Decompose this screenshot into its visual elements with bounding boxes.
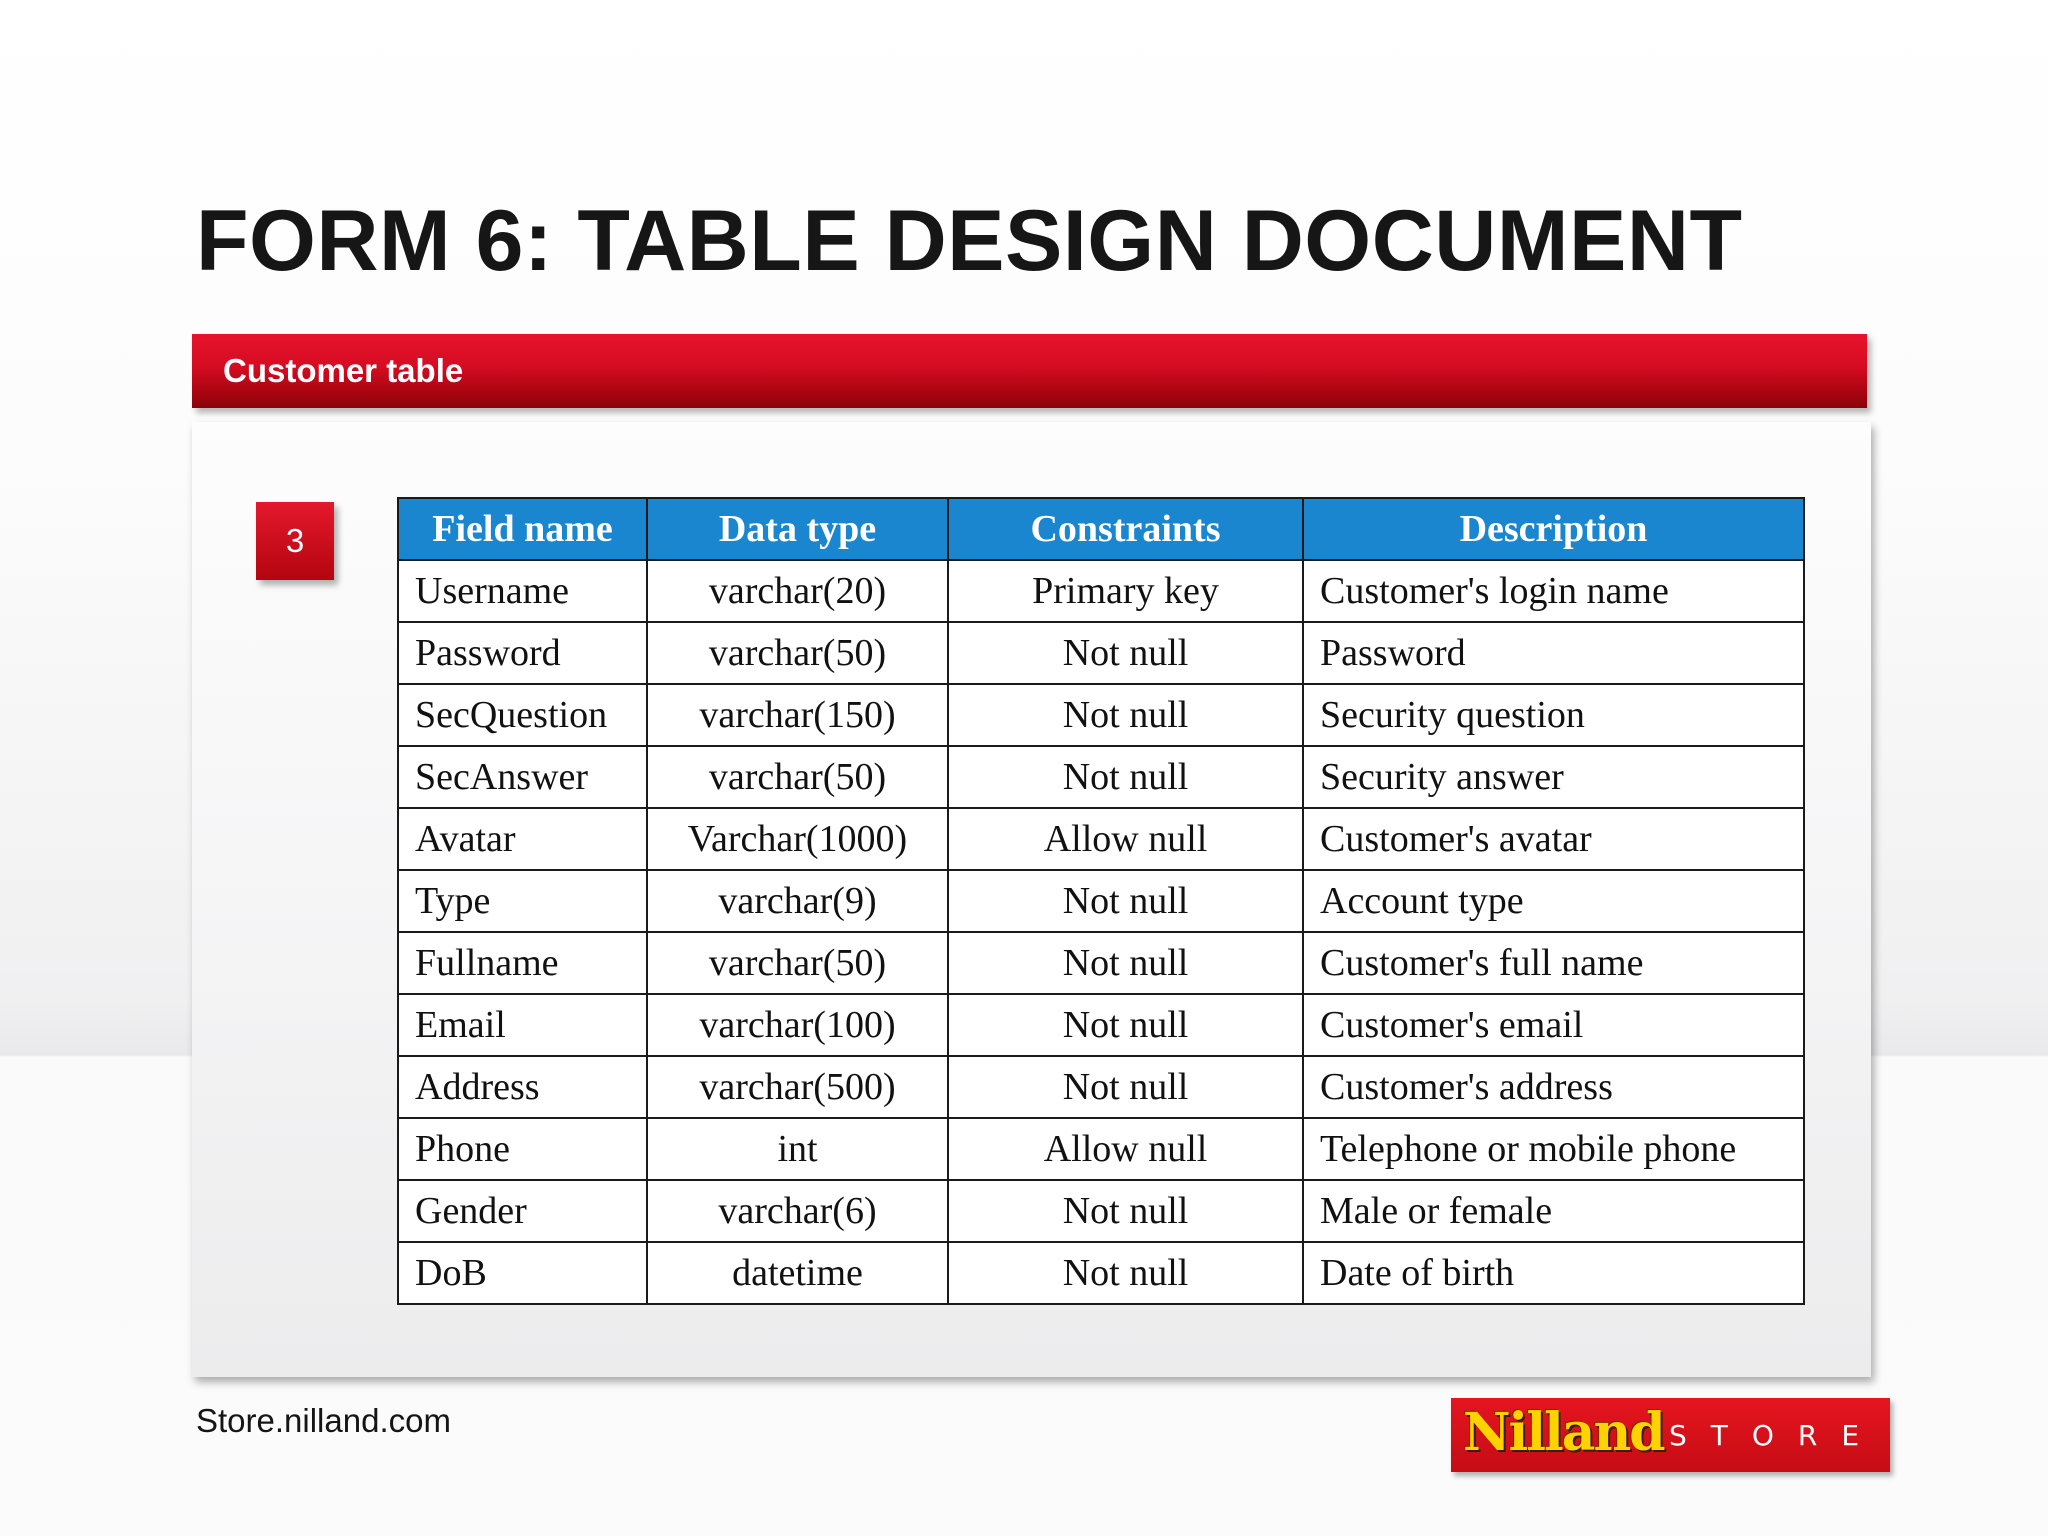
field-name-cell: Phone bbox=[398, 1118, 647, 1180]
field-name-cell: Gender bbox=[398, 1180, 647, 1242]
table-row bbox=[398, 808, 1804, 870]
table-design bbox=[397, 497, 1805, 1305]
description-cell: Customer's email bbox=[1303, 994, 1804, 1056]
description-cell: Account type bbox=[1303, 870, 1804, 932]
description-cell: Security question bbox=[1303, 684, 1804, 746]
description-cell: Telephone or mobile phone bbox=[1303, 1118, 1804, 1180]
data-type-cell: int bbox=[647, 1118, 948, 1180]
data-type-cell: varchar(50) bbox=[647, 622, 948, 684]
table-row bbox=[398, 994, 1804, 1056]
logo-subtitle: STORE bbox=[1669, 1419, 1884, 1452]
column-header-constraints: Constraints bbox=[948, 498, 1303, 560]
section-header-bar bbox=[192, 334, 1867, 408]
table-row bbox=[398, 1180, 1804, 1242]
field-name-cell: Email bbox=[398, 994, 647, 1056]
constraints-cell: Not null bbox=[948, 622, 1303, 684]
table-row bbox=[398, 560, 1804, 622]
table-row bbox=[398, 870, 1804, 932]
data-type-cell: varchar(50) bbox=[647, 746, 948, 808]
constraints-cell: Primary key bbox=[948, 560, 1303, 622]
footer-url: Store.nilland.com bbox=[196, 1402, 451, 1439]
data-type-cell: varchar(50) bbox=[647, 932, 948, 994]
constraints-cell: Not null bbox=[948, 1180, 1303, 1242]
field-name-cell: Avatar bbox=[398, 808, 647, 870]
slide-title: FORM 6: TABLE DESIGN DOCUMENT bbox=[196, 193, 1743, 289]
constraints-cell: Not null bbox=[948, 684, 1303, 746]
data-type-cell: varchar(100) bbox=[647, 994, 948, 1056]
logo-wordmark: Nilland bbox=[1463, 1402, 1664, 1463]
constraints-cell: Not null bbox=[948, 994, 1303, 1056]
constraints-cell: Not null bbox=[948, 746, 1303, 808]
constraints-cell: Not null bbox=[948, 870, 1303, 932]
description-cell: Security answer bbox=[1303, 746, 1804, 808]
description-cell: Date of birth bbox=[1303, 1242, 1804, 1304]
column-header-data-type: Data type bbox=[647, 498, 948, 560]
description-cell: Customer's full name bbox=[1303, 932, 1804, 994]
column-header-field-name: Field name bbox=[398, 498, 647, 560]
constraints-cell: Not null bbox=[948, 932, 1303, 994]
data-type-cell: varchar(20) bbox=[647, 560, 948, 622]
field-name-cell: Password bbox=[398, 622, 647, 684]
constraints-cell: Allow null bbox=[948, 1118, 1303, 1180]
table-row bbox=[398, 622, 1804, 684]
field-name-cell: Address bbox=[398, 1056, 647, 1118]
description-cell: Male or female bbox=[1303, 1180, 1804, 1242]
field-name-cell: Username bbox=[398, 560, 647, 622]
page-number-badge: 3 bbox=[256, 502, 334, 580]
data-type-cell: varchar(6) bbox=[647, 1180, 948, 1242]
table-header-row bbox=[398, 498, 1804, 560]
data-type-cell: datetime bbox=[647, 1242, 948, 1304]
field-name-cell: SecQuestion bbox=[398, 684, 647, 746]
constraints-cell: Allow null bbox=[948, 808, 1303, 870]
table-row bbox=[398, 684, 1804, 746]
description-cell: Customer's address bbox=[1303, 1056, 1804, 1118]
field-name-cell: Fullname bbox=[398, 932, 647, 994]
table-row bbox=[398, 746, 1804, 808]
constraints-cell: Not null bbox=[948, 1056, 1303, 1118]
table-row bbox=[398, 1056, 1804, 1118]
data-type-cell: varchar(150) bbox=[647, 684, 948, 746]
description-cell: Customer's avatar bbox=[1303, 808, 1804, 870]
column-header-description: Description bbox=[1303, 498, 1804, 560]
data-type-cell: varchar(9) bbox=[647, 870, 948, 932]
field-name-cell: Type bbox=[398, 870, 647, 932]
table-row bbox=[398, 932, 1804, 994]
description-cell: Password bbox=[1303, 622, 1804, 684]
table-row bbox=[398, 1242, 1804, 1304]
field-name-cell: DoB bbox=[398, 1242, 647, 1304]
field-name-cell: SecAnswer bbox=[398, 746, 647, 808]
data-type-cell: varchar(500) bbox=[647, 1056, 948, 1118]
description-cell: Customer's login name bbox=[1303, 560, 1804, 622]
section-header-label: Customer table bbox=[223, 352, 464, 389]
constraints-cell: Not null bbox=[948, 1242, 1303, 1304]
table-row bbox=[398, 1118, 1804, 1180]
data-type-cell: Varchar(1000) bbox=[647, 808, 948, 870]
nilland-store-logo bbox=[1451, 1398, 1890, 1472]
